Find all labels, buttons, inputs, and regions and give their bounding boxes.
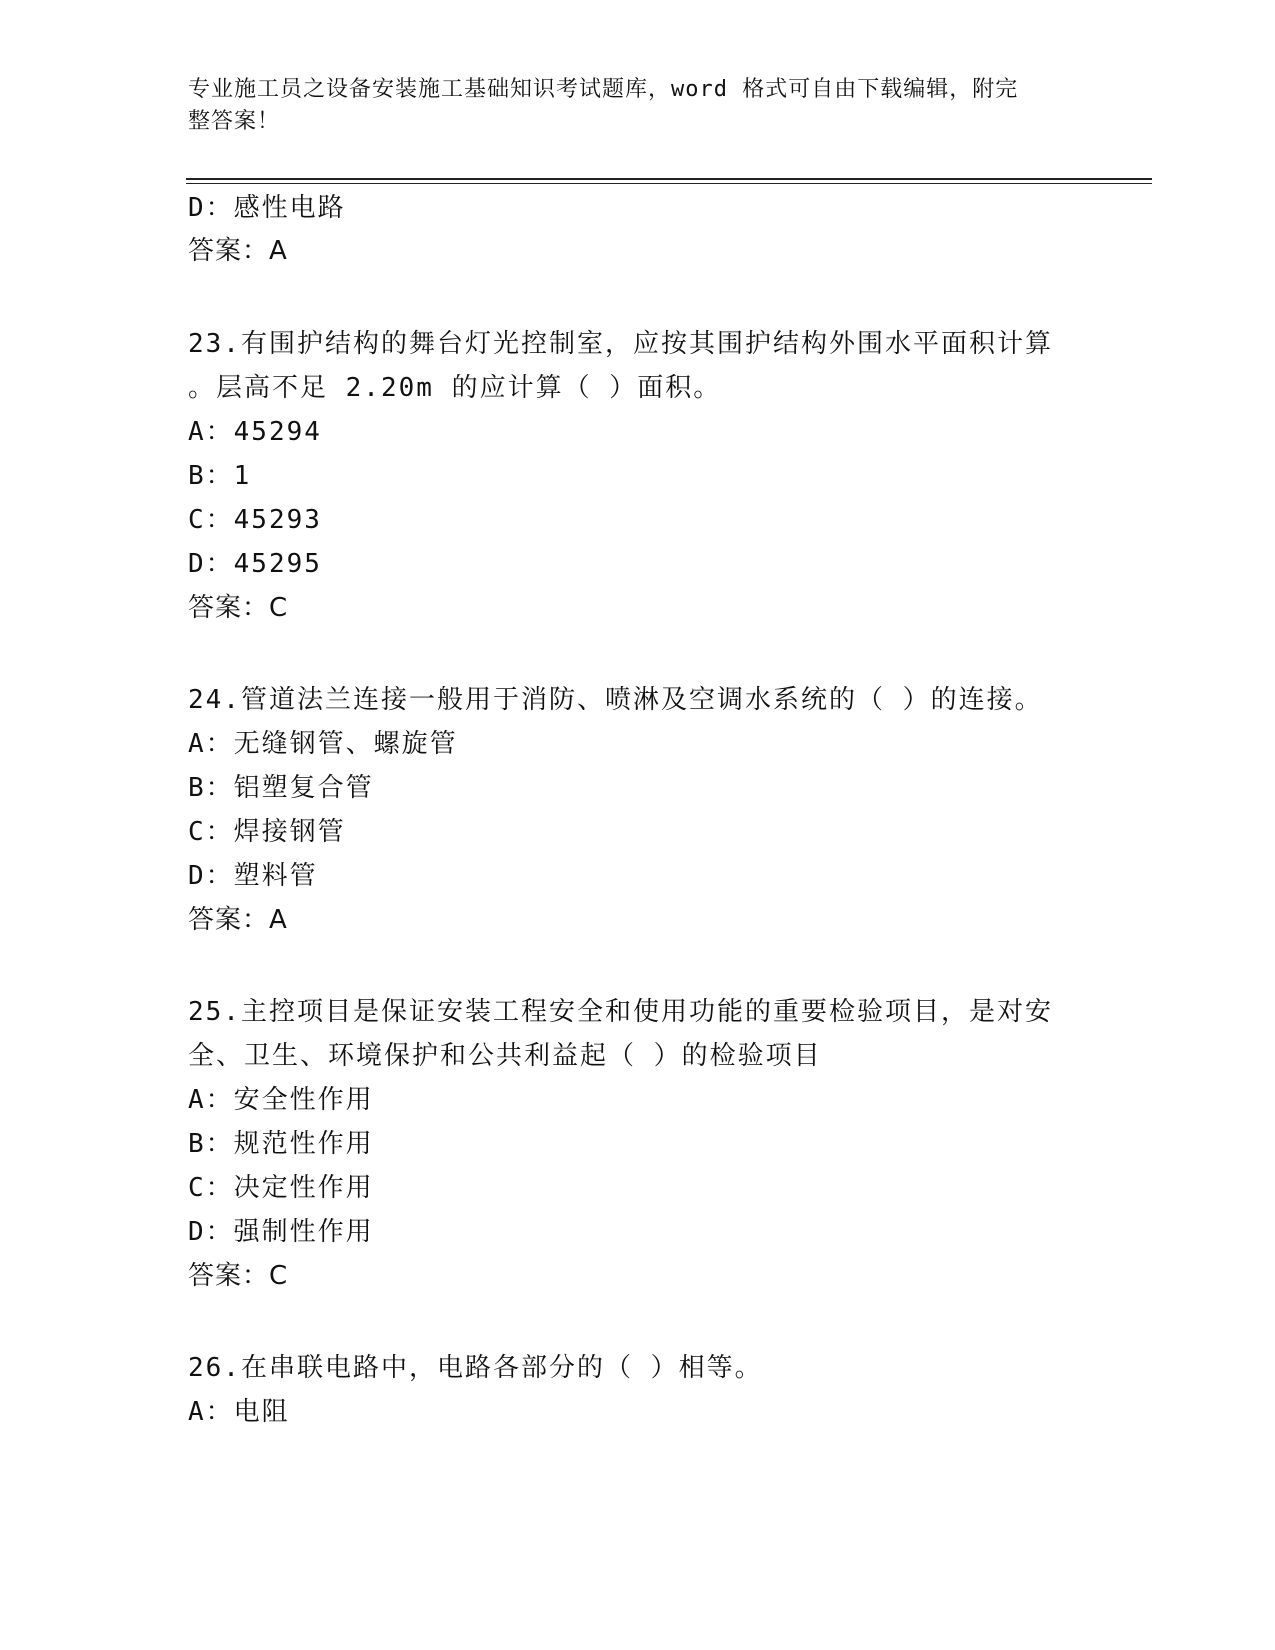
question-26-line-1: 26.在串联电路中，电路各部分的（ ）相等。 — [188, 1353, 763, 1383]
question-23-line-2: 。层高不足 2.20m 的应计算（ ）面积。 — [188, 373, 722, 403]
question-24-option-d: D：塑料管 — [188, 861, 318, 891]
question-24-option-b: B：铝塑复合管 — [188, 773, 374, 803]
question-23-answer: 答案：C — [188, 593, 289, 623]
question-23-option-c: C：45293 — [188, 505, 322, 535]
header-divider-thick — [186, 178, 1152, 180]
question-25-option-a: A：安全性作用 — [188, 1085, 374, 1115]
question-24-option-a: A：无缝钢管、螺旋管 — [188, 729, 458, 759]
question-23-option-a: A：45294 — [188, 417, 322, 447]
question-24-option-c: C：焊接钢管 — [188, 817, 346, 847]
option-d-prev: D：感性电路 — [188, 193, 346, 223]
document-header — [188, 74, 1068, 138]
question-25-option-d: D：强制性作用 — [188, 1217, 374, 1247]
header-line-1: 专业施工员之设备安装施工基础知识考试题库，word 格式可自由下载编辑，附完 — [188, 77, 1019, 102]
answer-prev: 答案：A — [188, 236, 288, 266]
header-line-2: 整答案！ — [188, 109, 281, 134]
question-25-answer: 答案：C — [188, 1261, 289, 1291]
question-23-option-d: D：45295 — [188, 549, 322, 579]
question-25-line-1: 25.主控项目是保证安装工程安全和使用功能的重要检验项目，是对安 — [188, 997, 1053, 1027]
question-25-option-c: C：决定性作用 — [188, 1173, 374, 1203]
header-divider-thin — [186, 183, 1152, 184]
question-25-option-b: B：规范性作用 — [188, 1129, 374, 1159]
question-24-line-1: 24.管道法兰连接一般用于消防、喷淋及空调水系统的（ ）的连接。 — [188, 685, 1043, 715]
question-26-option-a: A：电阻 — [188, 1397, 290, 1427]
question-23-line-1: 23.有围护结构的舞台灯光控制室，应按其围护结构外围水平面积计算 — [188, 329, 1053, 359]
question-24-answer: 答案：A — [188, 905, 288, 935]
question-25-line-2: 全、卫生、环境保护和公共利益起（ ）的检验项目 — [188, 1041, 822, 1071]
question-23-option-b: B：1 — [188, 461, 252, 491]
